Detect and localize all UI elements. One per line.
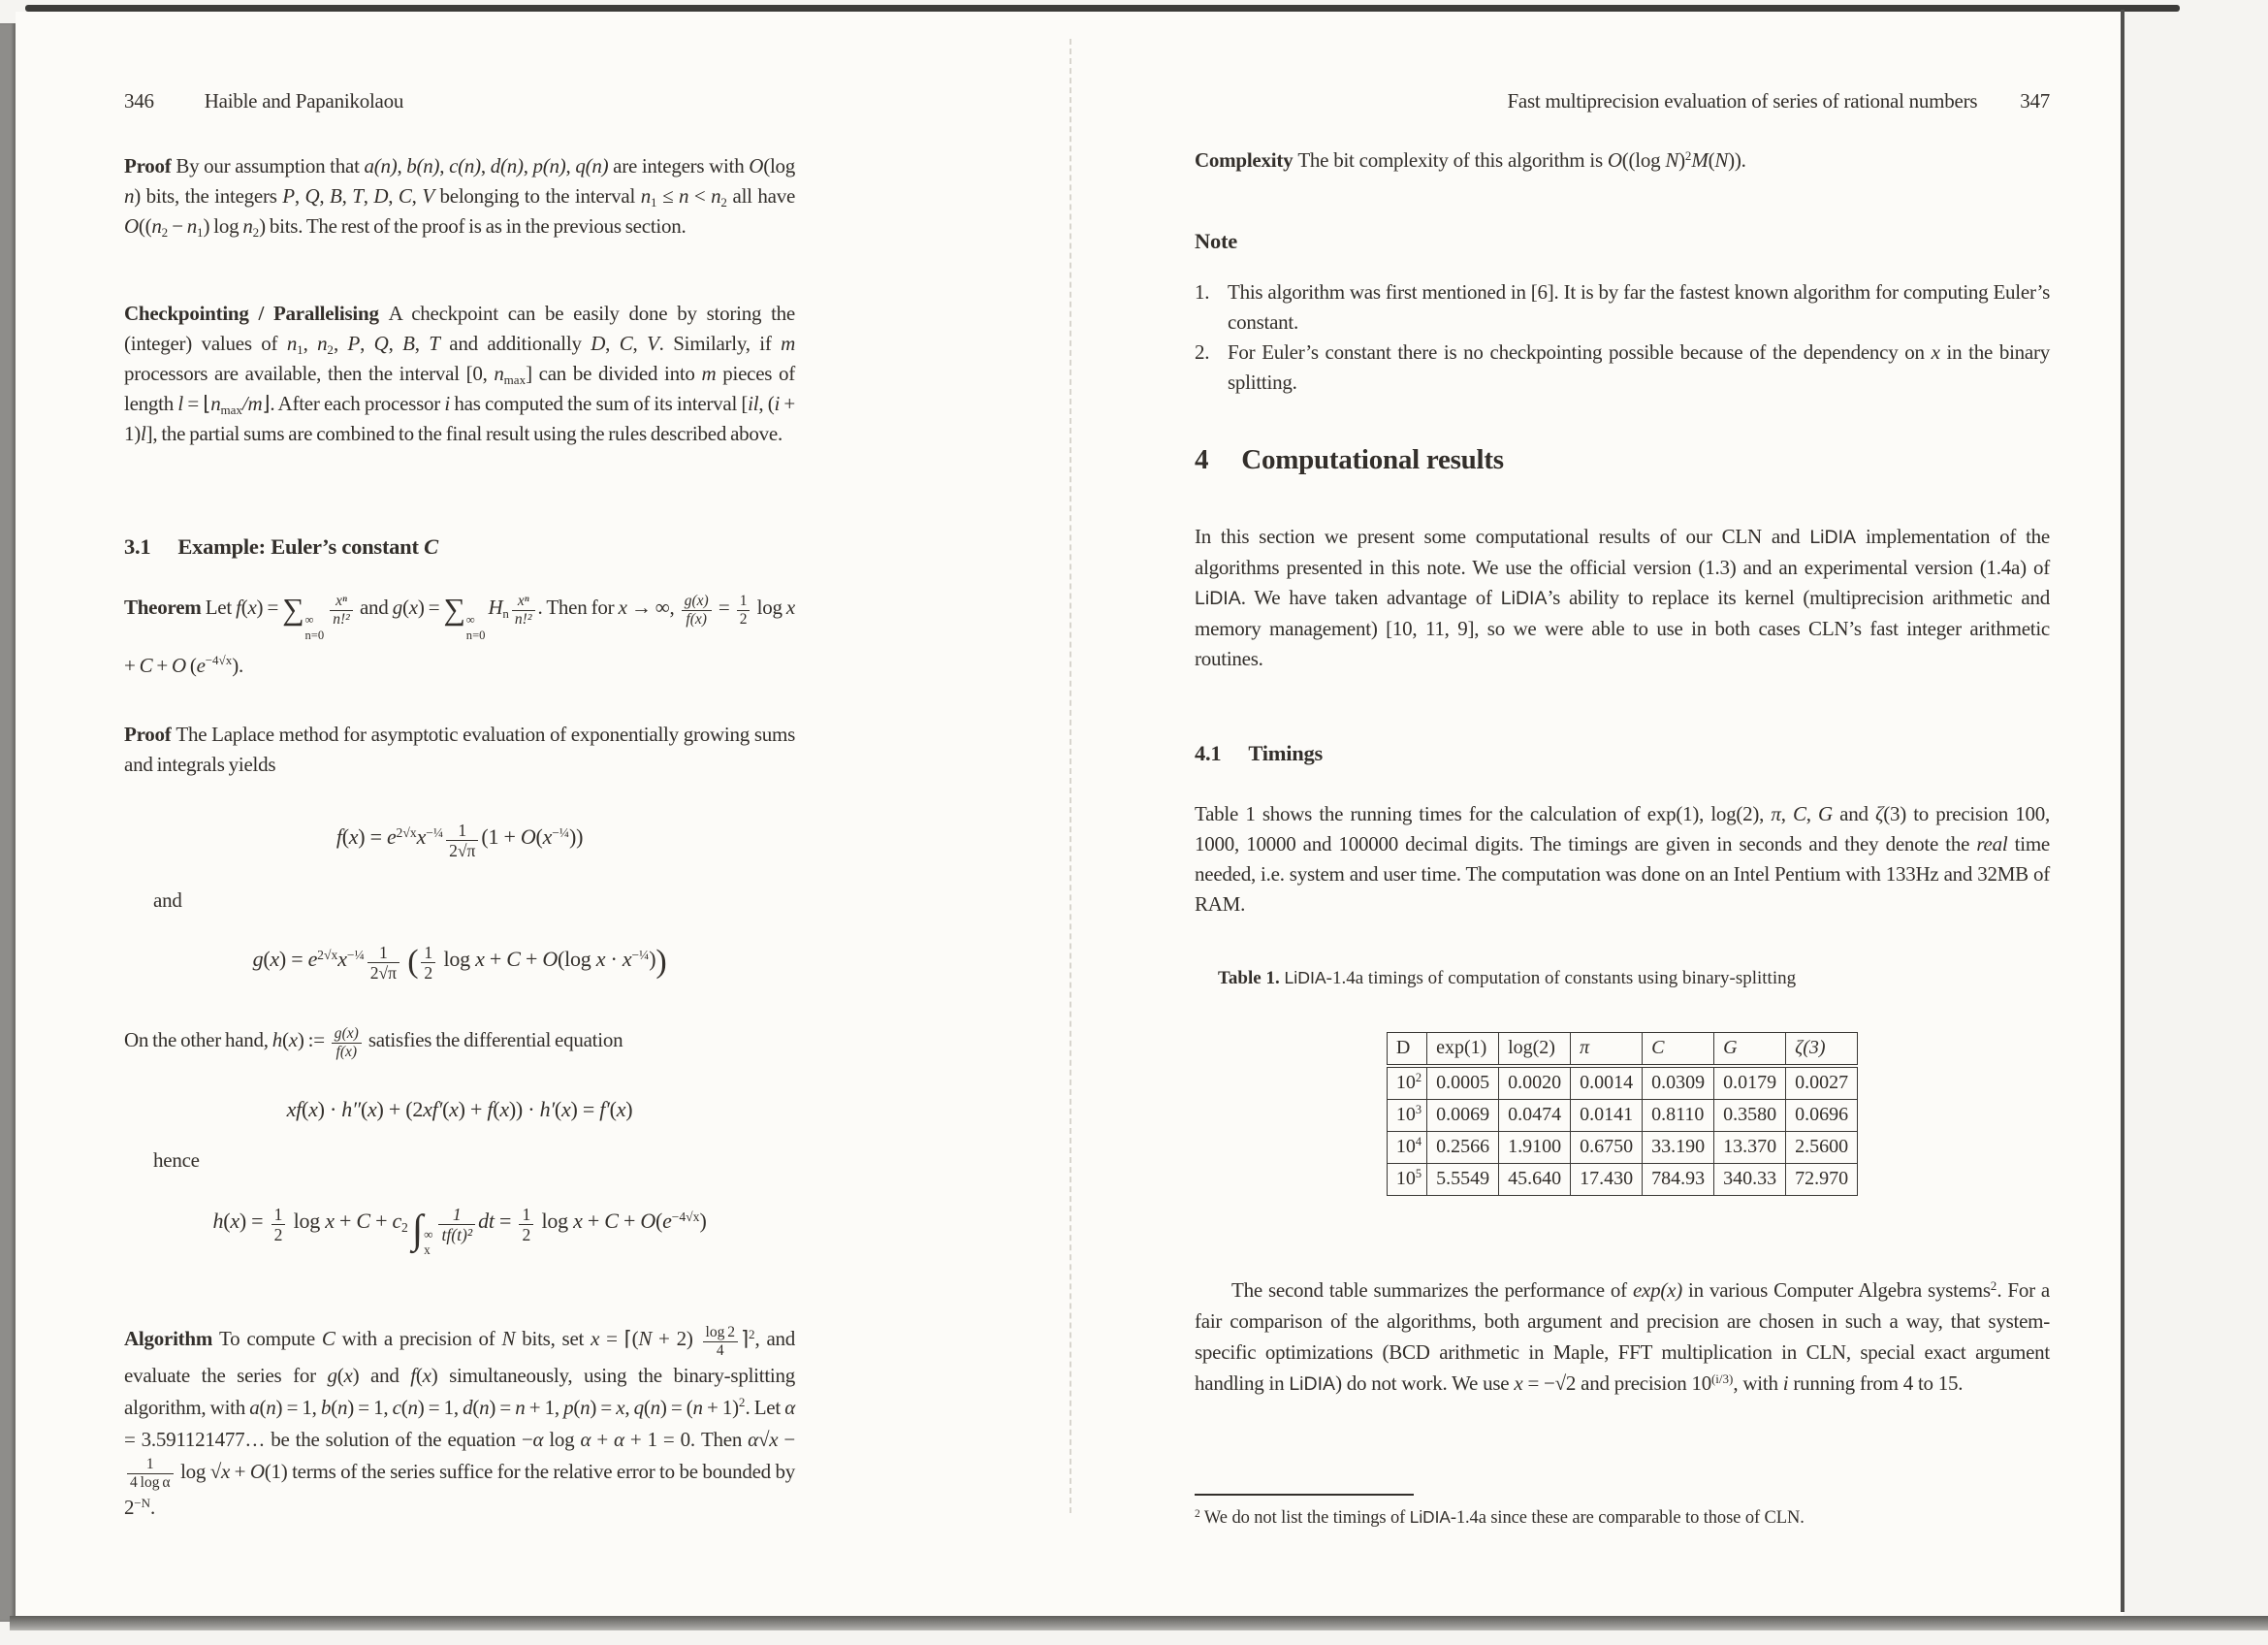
table-cell: $10^5$ [1387,1164,1426,1196]
table-row [1387,1066,1857,1100]
formula-h-display: h(x) = $\frac{1}{2}$ $\log x + C + c_2\int$ ∞ x $\frac{1}{\text{tf(t)²}}$ dt = $\frac{1}{2}$ $\log x + C + O(e^{-4√x})$ [212,1205,707,1258]
table-cell: 0.0005 [1427,1066,1499,1100]
table-cell: 13.370 [1714,1132,1786,1164]
table-cell: 5.5549 [1427,1164,1499,1196]
section-4-1-heading [1195,741,2050,766]
table-cell: 0.8110 [1643,1100,1714,1132]
section-title: Timings [1248,741,1323,765]
table-cell: 0.0179 [1714,1066,1786,1100]
table-cell: 1.9100 [1499,1132,1571,1164]
left-page [124,0,795,1645]
note-heading: Note [1195,229,1237,253]
section-title: Computational results [1241,444,1504,475]
hence-connector: hence [153,1148,200,1172]
and-connector: and [153,888,182,912]
section-4-heading [1195,444,2050,476]
page-number: 346 [124,89,154,113]
scan-edge-left [0,23,16,1622]
timings-table [1387,1032,1858,1196]
table-cell: 0.0696 [1786,1100,1858,1132]
table-cell: $10^2$ [1387,1066,1426,1100]
table-header-row [1387,1033,1857,1067]
table-header-cell: ζ(3) [1786,1033,1858,1067]
table-cell: 0.0014 [1571,1066,1643,1100]
right-page [1195,0,2050,1645]
table-row [1387,1164,1857,1196]
algorithm-paragraph: Algorithm To compute C with a precision of N bits, set x = ⌈(N + 2) $\frac{\log 2}{4}$ ⌉$^2$, and evaluate the series for g(x) and f(x) simultaneously, using the binary-splitting algorithm, with a(n) = 1, b(n) = 1, c(n) = 1, d(n) = n + 1, p(n) = x, $q(n) = (n + 1)^2$. Let α = 3.591121477… be the solution of the equation −α log α + α + 1 = 0. Then α√x − $\frac{1}{\text{4 log α}}$ log √x + O(1) terms of the series suffice for the relative error to be bounded by $2^{-N}$. [124,1323,796,1519]
table-cell: 0.0069 [1427,1100,1499,1132]
table-cell: 0.0309 [1643,1066,1714,1100]
section-title: Example: Euler’s constant C [177,534,438,559]
table-cell: 0.0141 [1571,1100,1643,1132]
complexity-paragraph: Complexity The bit complexity of this algorithm is O((log N)$^2$M(N)). [1195,147,1746,172]
second-table-paragraph: The second table summarizes the performance of exp(x) in various Computer Algebra systems$^2$. For a fair comparison of the algorithms, both argument and precision are chosen in such a way, that system-specific optimizations (BCD arithmetic in Maple, FFT multiplication in CLN, special exact argument handling in LiDIA) do not work. We use x = −√2 and precision $10^{(i/3)}$, with i running from 4 to 15. [1195,1277,2050,1395]
formula-g-display: $g(x) = e^{2√x}x^{-\frac{1}{4}}$ $\frac{1}{2√\pi}$ ( $\frac{1}{2}$ log x + C + O(log $x \cdot x^{-\frac{1}{4}}$)) [252,943,667,984]
footnote-rule [1195,1494,1414,1496]
page-number: 347 [2020,89,2050,113]
table-wrap [1195,1032,2050,1196]
page-header-right [1195,89,2050,113]
computational-results-paragraph: In this section we present some computational results of our CLN and LiDIA implementation of the algorithms presented in this note. We use the official version (1.3) and an experimental version (1.4a) of LiDIA. We have taken advantage of LiDIA’s ability to replace its kernel (multiprecision arithmetic and memory management) [10, 11, 9], so we were able to use in both cases CLN’s fast integer arithmetic routines. [1195,525,2051,670]
table-row [1387,1100,1857,1132]
table-cell: $10^4$ [1387,1132,1426,1164]
section-number: 4 [1195,444,1209,475]
table-cell: 340.33 [1714,1164,1786,1196]
note-list [1195,277,2050,398]
table-row [1387,1132,1857,1164]
table-cell: 33.190 [1643,1132,1714,1164]
note-item [1195,338,2050,398]
page-header-left [124,89,795,113]
gutter-line [1070,39,1071,1513]
table-cell: 0.2566 [1427,1132,1499,1164]
table-cell: 0.0027 [1786,1066,1858,1100]
table-header-cell: G [1714,1033,1786,1067]
running-head: Haible and Papanikolaou [204,89,404,113]
note-item-number: 2. [1195,340,1210,364]
formula-ode-display: xf(x) · h″(x) + (2xf′(x) + f(x)) · h′(x) = f′(x) [286,1097,633,1121]
table-1-caption: Table 1. LiDIA-1.4a timings of computation of constants using binary-splitting [1218,968,1797,988]
table-cell: $10^3$ [1387,1100,1426,1132]
theorem-paragraph: Theorem Let f(x) = ∑ ∞ n=0 $\frac{\text{xⁿ}}{\text{n!²}}$ and g(x) = ∑ ∞ n=0 $H_n$ $\frac{\text{xⁿ}}{\text{n!²}}$ . Then for x → ∞, $\frac{g(x)}{f(x)}$ = $\frac{1}{2}$ log x + C + O $(e^{-4√x})$. [124,592,795,677]
scan-edge-right [2121,10,2124,1612]
section-number: 4.1 [1195,741,1222,765]
proof-paragraph: Proof By our assumption that a(n), b(n), c(n), d(n), p(n), q(n) are integers with O(log n) bits, the integers P, Q, B, T, D, C, V belonging to the interval $n_1 \le n < n_2$ all have $O((n_2 - n_1)$ $\log n_2$) bits. The rest of the proof is as in the previous section. [124,154,796,240]
table-cell: 17.430 [1571,1164,1643,1196]
formula-f-display: $f(x) = e^{2√x}x^{-\frac{1}{4}}$ $\frac{1}{2√\pi}$ $(1 + O(x^{-\frac{1}{4}}))$ [335,821,584,861]
table-header-cell: D [1387,1033,1426,1067]
footnote: $^2$ We do not list the timings of LiDIA-1.4a since these are comparable to those of CLN. [1195,1507,1805,1528]
table-cell: 45.640 [1499,1164,1571,1196]
table-cell: 72.970 [1786,1164,1858,1196]
timings-paragraph: Table 1 shows the running times for the calculation of exp(1), log(2), π, C, G and ζ(3) to precision 100, 1000, 10000 and 100000 decimal digits. The timings are given in seconds and they denote the real time needed, i.e. system and user time. The computation was done on an Intel Pentium with 133Hz and 32MB of RAM. [1195,802,2051,916]
section-3-1-heading [124,534,795,560]
table-cell: 0.3580 [1714,1100,1786,1132]
table-cell: 0.0474 [1499,1100,1571,1132]
section-number: 3.1 [124,534,151,559]
table-header-cell: log(2) [1499,1033,1571,1067]
ode-intro-paragraph: On the other hand, h(x) := $\frac{g(x)}{f(x)}$ satisfies the differential equation [124,1024,623,1060]
checkpointing-paragraph: Checkpointing / Parallelising A checkpoint can be easily done by storing the (integer) values of $n_1$, $n_2$, P, Q, B, T and additionally D, C, V. Similarly, if m processors are available, then the interval [0, $n_{max}$] can be divided into m pieces of length $l = ⌊n_{max}/m⌋$. After each processor i has computed the sum of its interval [il, (i + 1)l], the partial sums are combined to the final result using the rules described above. [124,302,796,445]
table-cell: 784.93 [1643,1164,1714,1196]
table-header-cell: exp(1) [1427,1033,1499,1067]
table-cell: 0.6750 [1571,1132,1643,1164]
note-item-text: This algorithm was first mentioned in [6]. It is by far the fastest known algorithm for computing Euler’s constant. [1228,280,2050,334]
note-item-number: 1. [1195,280,1210,304]
note-item-text: For Euler’s constant there is no checkpointing possible because of the dependency on x in the binary splitting. [1228,340,2050,394]
table-header-cell: π [1571,1033,1643,1067]
table-cell: 2.5600 [1786,1132,1858,1164]
running-head: Fast multiprecision evaluation of series of rational numbers [1507,89,1978,113]
table-header-cell: C [1643,1033,1714,1067]
note-item [1195,277,2050,338]
table-cell: 0.0020 [1499,1066,1571,1100]
laplace-proof-paragraph: Proof The Laplace method for asymptotic evaluation of exponentially growing sums and integrals yields [124,723,795,776]
